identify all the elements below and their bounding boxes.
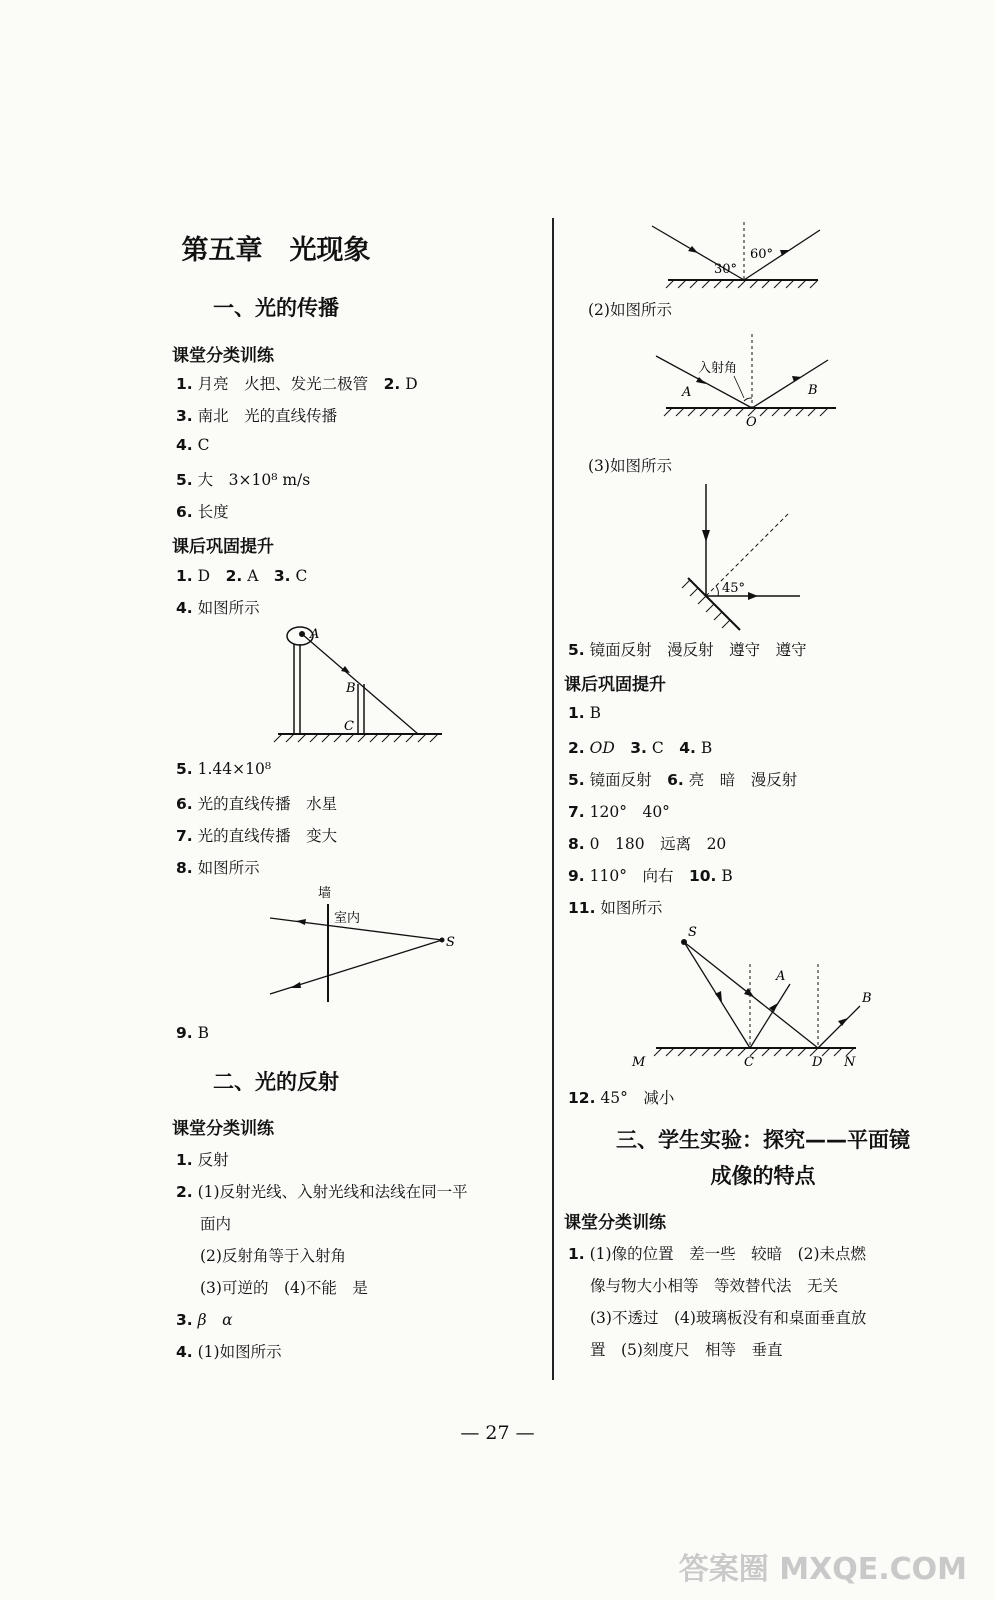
label-S: S: [688, 925, 697, 940]
answer-line: 6. 光的直线传播 水星: [176, 795, 338, 813]
kehou-heading-1: 课后巩固提升: [172, 537, 274, 557]
label-C: C: [344, 719, 354, 734]
answer-line: 5. 大 3×10⁸ m/s: [176, 471, 311, 489]
label-60: 60°: [750, 247, 774, 262]
answer-line: 2. (1)反射光线、入射光线和法线在同一平: [176, 1183, 468, 1201]
watermark: 答案圈 MXQE.COM: [678, 1552, 967, 1587]
ketang-heading-3: 课堂分类训练: [564, 1213, 666, 1233]
answer-line: 1. 反射: [176, 1151, 229, 1169]
answer-line: 像与物大小相等 等效替代法 无关: [590, 1277, 839, 1295]
answer-line: 5. 镜面反射 6. 亮 暗 漫反射: [568, 771, 798, 789]
answer-line: 5. 镜面反射 漫反射 遵守 遵守: [568, 641, 807, 659]
label-B: B: [808, 383, 818, 398]
label-A: A: [682, 385, 692, 400]
label-B: B: [346, 681, 356, 696]
answer-line: 3. β α: [176, 1311, 233, 1329]
answer-line: (3)可逆的 (4)不能 是: [200, 1279, 368, 1297]
answer-line: (2)如图所示: [588, 301, 672, 319]
kehou-heading-2: 课后巩固提升: [564, 675, 666, 695]
label-wall: 墙: [318, 886, 332, 901]
chapter-title: 第五章 光现象: [181, 235, 371, 266]
answer-line: 6. 长度: [176, 503, 229, 521]
answer-line: 9. B: [176, 1024, 210, 1042]
answer-line: 8. 如图所示: [176, 859, 260, 877]
page-number: — 27 —: [460, 1422, 535, 1444]
label-S: S: [446, 935, 455, 950]
answer-line: (3)如图所示: [588, 457, 672, 475]
answer-line: 7. 120° 40°: [568, 803, 670, 821]
ketang-heading-2: 课堂分类训练: [172, 1119, 274, 1139]
answer-line: 1. B: [568, 704, 602, 722]
section-3-title-line1: 三、学生实验：探究——平面镜: [616, 1128, 910, 1152]
figure-reflection-1: [640, 218, 830, 296]
answer-line: 面内: [200, 1215, 232, 1233]
label-A: A: [776, 969, 786, 984]
label-A: A: [310, 627, 320, 642]
answer-line: 1. D 2. A 3. C: [176, 567, 308, 585]
label-incidence-angle: 入射角: [698, 361, 738, 376]
answer-line: 7. 光的直线传播 变大: [176, 827, 338, 845]
label-30: 30°: [714, 262, 738, 277]
answer-line: 1. 月亮 火把、发光二极管 2. D: [176, 375, 418, 393]
label-indoor: 室内: [334, 911, 361, 926]
label-O: O: [746, 415, 757, 430]
answer-line: 3. 南北 光的直线传播: [176, 407, 338, 425]
label-C: C: [744, 1055, 754, 1070]
figure-wall-rays: [266, 882, 466, 1012]
answer-line: 5. 1.44×10⁸: [176, 760, 272, 778]
answer-line: (2)反射角等于入射角: [200, 1247, 346, 1265]
answer-line: 12. 45° 减小: [568, 1089, 675, 1107]
answer-line: 9. 110° 向右 10. B: [568, 867, 733, 885]
label-B: B: [862, 991, 872, 1006]
ketang-heading-1: 课堂分类训练: [172, 346, 274, 366]
section-3-title-line2: 成像的特点: [710, 1164, 816, 1188]
figure-reflection-11: [628, 924, 872, 1074]
label-D: D: [812, 1055, 823, 1070]
answer-line: 11. 如图所示: [568, 899, 663, 917]
figure-reflection-2: [640, 330, 840, 430]
figure-shadow-lamp: [270, 622, 450, 747]
answer-line: 2. OD 3. C 4. B: [568, 739, 713, 757]
label-N: N: [844, 1055, 856, 1070]
answer-line: 4. (1)如图所示: [176, 1343, 282, 1361]
answer-line: 1. (1)像的位置 差一些 较暗 (2)未点燃: [568, 1245, 867, 1263]
answer-line: 置 (5)刻度尺 相等 垂直: [590, 1341, 783, 1359]
label-M: M: [632, 1055, 646, 1070]
answer-line: 4. 如图所示: [176, 599, 260, 617]
answer-line: 8. 0 180 远离 20: [568, 835, 727, 853]
answer-line: (3)不透过 (4)玻璃板没有和桌面垂直放: [590, 1309, 867, 1327]
section-2-title: 二、光的反射: [213, 1070, 339, 1094]
figure-reflection-3: [676, 480, 816, 630]
answer-line: 4. C: [176, 436, 210, 454]
section-1-title: 一、光的传播: [213, 296, 339, 320]
label-45: 45°: [722, 581, 746, 596]
column-divider: [552, 218, 554, 1380]
